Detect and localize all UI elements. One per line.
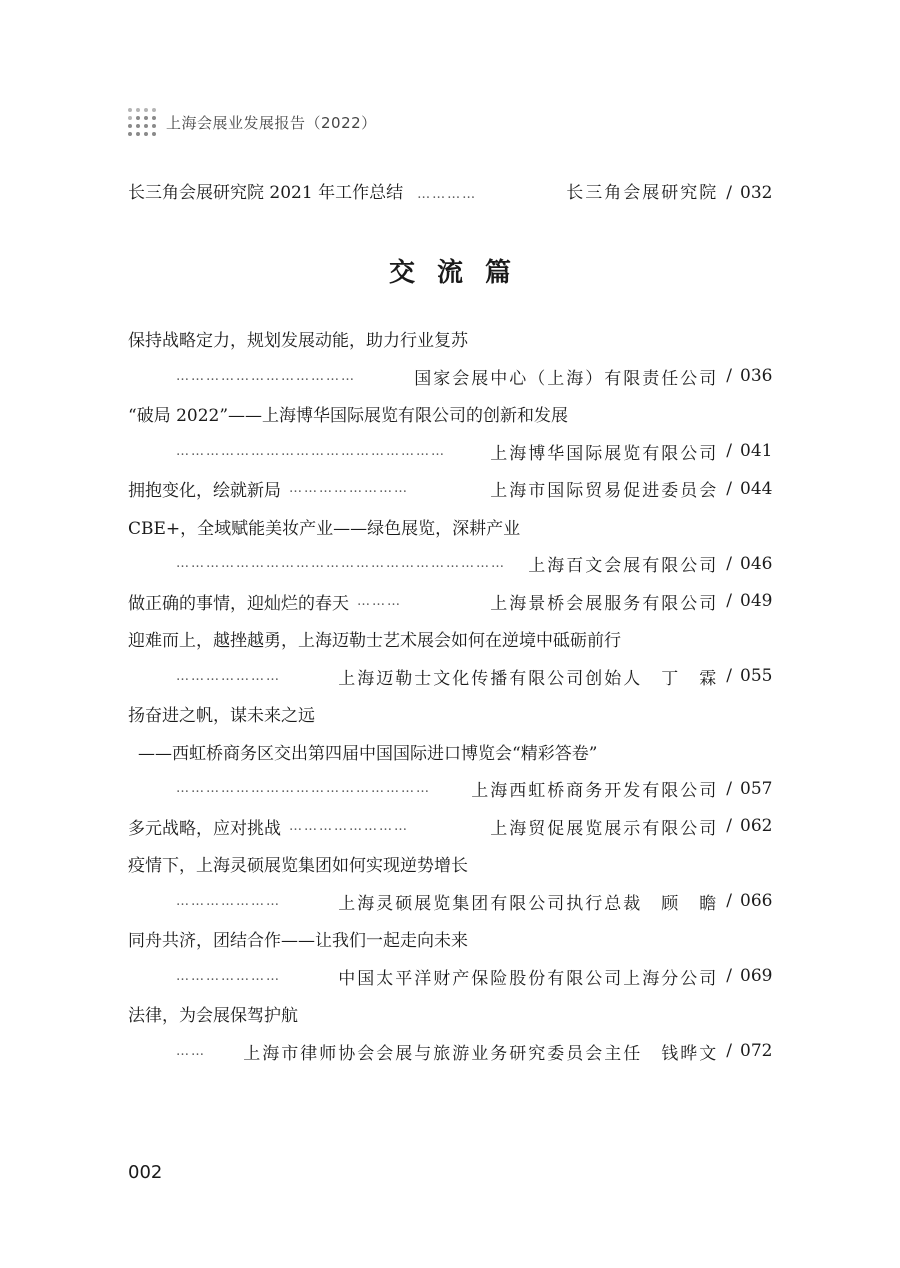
entry-author: 上海市律师协会会展与旅游业务研究委员会主任 钱晔文	[243, 1043, 719, 1064]
dot-leader: ……………………	[289, 818, 409, 834]
entry-author: 上海博华国际展览有限公司	[490, 443, 719, 464]
separator: /	[726, 441, 732, 462]
toc-line[interactable]	[128, 958, 772, 996]
separator: /	[726, 591, 732, 612]
toc-line	[128, 508, 772, 546]
dot-leader: ………………………………	[176, 368, 356, 384]
entry-title: 迎难而上，越挫越勇，上海迈勒士艺术展会如何在逆境中砥砺前行	[128, 631, 621, 652]
toc-line	[128, 845, 772, 883]
entry-title: 疫情下，上海灵硕展览集团如何实现逆势增长	[128, 856, 468, 877]
toc-line[interactable]	[128, 808, 772, 846]
entry-author: 上海贸促展览展示有限公司	[490, 818, 719, 839]
toc-line[interactable]	[128, 433, 772, 471]
toc-line	[128, 920, 772, 958]
separator: /	[726, 666, 732, 687]
entry-title: 扬奋进之帆，谋未来之远	[128, 706, 315, 727]
dot-grid-decoration	[128, 108, 156, 136]
table-of-contents	[128, 320, 772, 1070]
entry-author: 上海灵硕展览集团有限公司执行总裁 顾 瞻	[338, 893, 719, 914]
page-number: 041	[740, 441, 773, 462]
separator: /	[726, 553, 732, 574]
dot-leader: ……………………	[289, 481, 409, 497]
entry-title: 保持战略定力，规划发展动能，助力行业复苏	[128, 331, 468, 352]
toc-entry-top[interactable]	[128, 178, 772, 203]
entry-title: “破局 2022”——上海博华国际展览有限公司的创新和发展	[128, 406, 569, 427]
dot-leader: …………………	[176, 893, 281, 909]
page-number: 072	[740, 1041, 773, 1062]
header-title: 上海会展业发展报告（2022）	[166, 113, 377, 132]
separator: /	[726, 1041, 732, 1062]
toc-line	[128, 695, 772, 733]
dot-leader: ………………………………………………	[176, 443, 446, 459]
separator: /	[726, 478, 732, 499]
separator: /	[726, 891, 732, 912]
toc-line	[128, 995, 772, 1033]
dot-leader: ………	[357, 593, 402, 609]
dot-leader: …………	[417, 187, 478, 202]
entry-author: 上海景桥会展服务有限公司	[490, 593, 719, 614]
separator: /	[726, 816, 732, 837]
entry-author: 上海百文会展有限公司	[528, 556, 719, 577]
separator: /	[726, 966, 732, 987]
dot-leader: …………………	[176, 968, 281, 984]
entry-title: 做正确的事情，迎灿烂的春天	[128, 593, 349, 614]
entry-title: 多元战略，应对挑战	[128, 818, 281, 839]
entry-author: 长三角会展研究院	[566, 183, 719, 203]
toc-line	[128, 320, 772, 358]
separator: /	[726, 366, 732, 387]
toc-line	[128, 395, 772, 433]
entry-title: 拥抱变化，绘就新局	[128, 481, 281, 502]
page-number: 062	[740, 816, 773, 837]
page-number: 036	[740, 366, 773, 387]
toc-line[interactable]	[128, 583, 772, 621]
toc-line[interactable]	[128, 770, 772, 808]
entry-title: CBE+，全域赋能美妆产业——绿色展览，深耕产业	[128, 518, 521, 539]
entry-author: 中国太平洋财产保险股份有限公司上海分公司	[338, 968, 719, 989]
separator: /	[726, 778, 732, 799]
entry-title: 法律，为会展保驾护航	[128, 1006, 298, 1027]
section-title: 交流篇	[388, 258, 533, 288]
toc-line[interactable]	[128, 658, 772, 696]
toc-line[interactable]	[128, 470, 772, 508]
toc-line[interactable]	[128, 358, 772, 396]
dot-leader: ……	[176, 1043, 206, 1059]
toc-line[interactable]	[128, 883, 772, 921]
page-number: 069	[740, 966, 773, 987]
running-header	[128, 108, 377, 136]
page-number: 066	[740, 891, 773, 912]
page-number: 055	[740, 666, 773, 687]
toc-line[interactable]	[128, 1033, 772, 1071]
entry-title: 长三角会展研究院 2021 年工作总结	[128, 183, 404, 203]
footer-page-number: 002	[128, 1162, 163, 1183]
entry-author: 国家会展中心（上海）有限责任公司	[414, 368, 719, 389]
entry-author: 上海迈勒士文化传播有限公司创始人 丁 霖	[338, 668, 719, 689]
entry-author: 上海市国际贸易促进委员会	[490, 481, 719, 502]
toc-line	[128, 733, 772, 771]
separator: /	[726, 183, 732, 203]
entry-author: 上海西虹桥商务开发有限公司	[471, 781, 719, 802]
toc-line	[128, 620, 772, 658]
page-number: 032	[740, 183, 773, 203]
page-number: 049	[740, 591, 773, 612]
dot-leader: ……………………………………………	[176, 781, 431, 797]
dot-leader: …………………………………………………………	[176, 556, 506, 572]
dot-leader: …………………	[176, 668, 281, 684]
entry-title: 同舟共济，团结合作——让我们一起走向未来	[128, 931, 468, 952]
page-number: 046	[740, 553, 773, 574]
page-number: 057	[740, 778, 773, 799]
page-number: 044	[740, 478, 773, 499]
toc-line[interactable]	[128, 545, 772, 583]
entry-title: ——西虹桥商务区交出第四届中国国际进口博览会“精彩答卷”	[138, 743, 598, 764]
